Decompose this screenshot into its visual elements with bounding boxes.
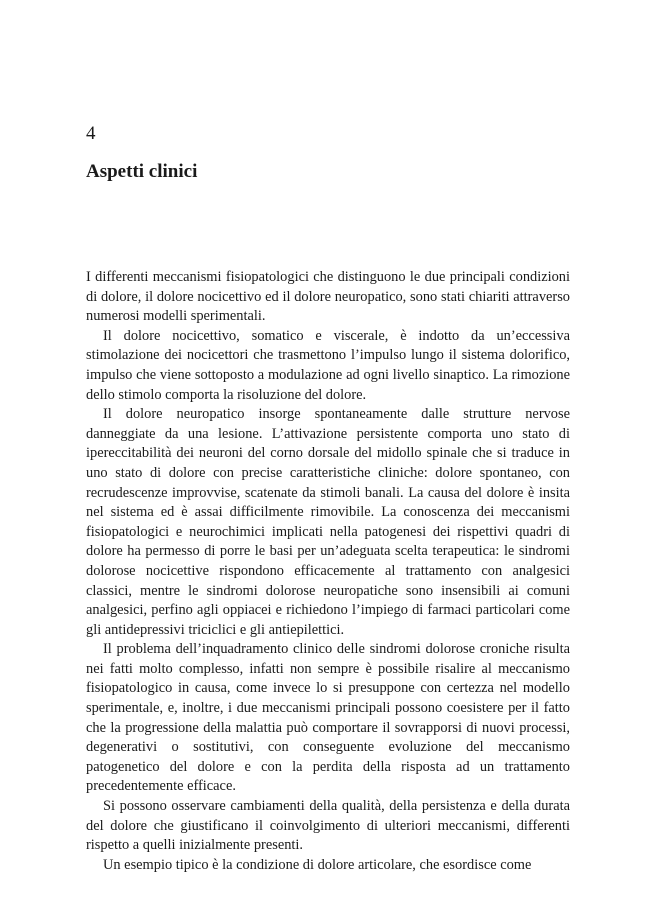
chapter-title: Aspetti clinici: [86, 161, 198, 182]
paragraph-3: Il dolore neuropatico insorge spontaneamente dalle strutture nervose danneggiate da una lesione. L’attivazione persistente comporta uno stato di ipereccitabilità dei neuroni del corno dorsale del midollo spinale che si traduce in uno stato di dolore con precise caratteristiche cliniche: dolore spontaneo, con recrudescenze improvvise, scatenate da stimoli banali. La causa del dolore è insita nel sistema ed è assai difficilmente rimovibile. La conoscenza dei meccanismi fisiopatologici e neurochimici implicati nella patogenesi dei rispettivi quadri di dolore ha permesso di porre le basi per un’adeguata scelta terapeutica: le sindromi dolorose nocicettive rispondono efficacemente al trattamento con analgesici classici, mentre le sindromi dolorose neuropatiche sono insensibili ai comuni analgesici, perfino agli oppiacei e richiedono l’impiego di farmaci particolari come gli antidepressivi triciclici e gli antiepilettici.: [86, 406, 570, 638]
paragraph-6: Un esempio tipico è la condizione di dolore articolare, che esordisce come: [103, 856, 532, 873]
paragraph-4: Il problema dell’inquadramento clinico delle sindromi dolorose croniche risulta nei fatti molto complesso, infatti non sempre è possibile risalire al meccanismo fisiopatologico in causa, come invece lo si presuppone con certezza nel modello sperimentale, e, inoltre, i due meccanismi principali possono coesistere per il fatto che la progressione della malattia può comportare il sovrapporsi di nuovi processi, degenerativi o sostitutivi, con conseguente evoluzione del meccanismo patogenetico del dolore e con la perdita della risposta ad un trattamento precedentemente efficace.: [86, 641, 570, 795]
paragraph-2: Il dolore nocicettivo, somatico e viscerale, è indotto da un’eccessiva stimolazione dei nocicettori che trasmettono l’impulso lungo il sistema dolorifico, impulso che viene sottoposto a modulazione ad ogni livello sinaptico. La rimozione dello stimolo comporta la risoluzione del dolore.: [86, 327, 570, 403]
paragraph-1: I differenti meccanismi fisiopatologici che distinguono le due principali condizioni di dolore, il dolore nocicettivo ed il dolore neuropatico, sono stati chiariti attraverso numerosi modelli sperimentali.: [86, 269, 570, 325]
chapter-number: 4: [86, 123, 96, 144]
paragraph-5: Si possono osservare cambiamenti della qualità, della persistenza e della durata del dolore che giustificano il coinvolgimento di ulteriori meccanismi, differenti rispetto a quelli inizialmente presenti.: [86, 798, 570, 854]
chapter-body: [86, 268, 570, 875]
